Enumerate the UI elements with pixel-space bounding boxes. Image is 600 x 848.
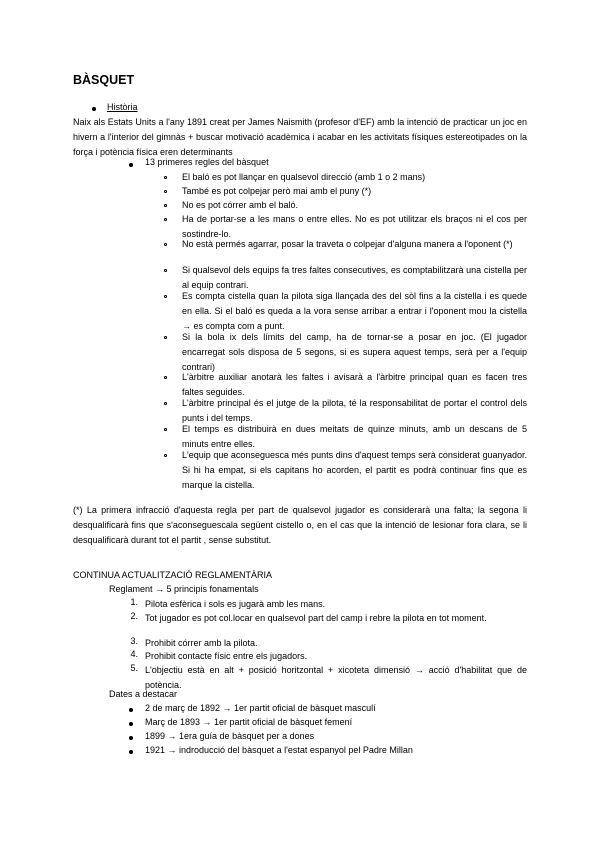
reglament-label: Reglament → 5 principis fonamentals (109, 584, 259, 594)
section-heading: CONTINUA ACTUALITZACIÓ REGLAMENTÀRIA (73, 570, 273, 580)
bullet-dot (92, 107, 96, 111)
principi-item: L'objectiu està en alt + posició horitzontal + xicoteta dimensió → acció d'habilitat que de potència. (145, 665, 527, 690)
rule-item: L'àrbitre principal és el jutge de la pilota, té la responsabilitat de portar el control dels punts i del temps. (182, 398, 527, 423)
rule-item: No es pot córrer amb el baló. (182, 200, 299, 210)
bullet-dot (129, 750, 133, 754)
date-item: 1921 → indroducció del bàsquet a l'estat espanyol pel Padre Millan (145, 745, 413, 755)
bullet-circle (164, 376, 167, 379)
rule-item: El temps es distribuirà en dues meitats de quinze minuts, amb un descans de 5 minuts entre elles. (182, 424, 527, 449)
bullet-circle (164, 176, 167, 179)
rule-item: També es pot colpejar però mai amb el puny (*) (182, 186, 372, 196)
bullet-circle (164, 454, 167, 457)
page-title: BÀSQUET (73, 73, 135, 87)
list-number: 1. (130, 597, 138, 607)
rule-item: Si qualsevol dels equips fa tres faltes consecutives, es comptabilitzarà una cistella per al equip contrari. (182, 265, 527, 290)
dates-label: Dates a destacar (109, 689, 178, 699)
bullet-circle (164, 218, 167, 221)
bullet-circle (164, 190, 167, 193)
footnote: (*) La primera infracció d'aquesta regla per part de qualsevol jugador es considerarà una falta; la segona li desqualificarà fins que s'aconseguescala següent cistello o, en el cas que la intenció de lesionar fora clara, se li desqualificarà durant tot el partit , sense substitut. (73, 505, 527, 545)
bullet-circle (164, 428, 167, 431)
rule-item: Es compta cistella quan la pilota siga llançada des del sòl fins a la cistella i es quede en ella. Si el baló es queda a la vora sense arribar a entrar i l'oponent mou la cistella → es compta com a punt. (182, 291, 527, 331)
principi-item: Prohibit contacte físic entre els jugadors. (145, 651, 308, 661)
bullet-circle (164, 336, 167, 339)
principi-item: Pilota esfèrica i sols es jugarà amb les mans. (145, 599, 326, 609)
rule-item: L'àrbitre auxiliar anotarà les faltes i avisarà a l'àrbitre principal quan es facen tres faltes seguides. (182, 372, 527, 397)
historia-link[interactable]: Història (107, 102, 138, 112)
rule-item: Ha de portar-se a les mans o entre elles. No es pot utilitzar els braços ni el cos per sostindre-lo. (182, 214, 527, 239)
rule-item: L'equip que aconseguesca més punts dins d'aquest temps serà considerat guanyador. Si hi ha empat, si els capitans ho acorden, el partit es podrà continuar fins que es marque la cistella. (182, 450, 527, 490)
historia-intro: Naix als Estats Units a l'any 1891 creat per James Naismith (profesor d'EF) amb la intenció de practicar un joc en hivern a l'interior del gimnàs + buscar motivació acadèmica i acabar en les activitats físiques estereotipades on la força i potència física eren determinants (73, 117, 527, 157)
list-number: 5. (130, 663, 138, 673)
list-number: 3. (130, 636, 138, 646)
principi-item: Prohibit córrer amb la pilota. (145, 638, 258, 648)
bullet-dot (129, 163, 133, 167)
principi-item: Tot jugador es pot col.locar en qualsevol part del camp i rebre la pilota en tot moment. (145, 613, 487, 623)
bullet-circle (164, 402, 167, 405)
bullet-circle (164, 269, 167, 272)
bullet-dot (129, 736, 133, 740)
date-item: 1899 → 1era guía de bàsquet per a dones (145, 731, 315, 741)
bullet-dot (129, 722, 133, 726)
list-number: 4. (130, 649, 138, 659)
bullet-circle (164, 243, 167, 246)
bullet-dot (129, 708, 133, 712)
bullet-circle (164, 204, 167, 207)
rule-item: El baló es pot llançar en qualsevol direcció (amb 1 o 2 mans) (182, 172, 426, 182)
rules-heading: 13 primeres regles del bàsquet (145, 157, 269, 167)
date-item: Març de 1893 → 1er partit oficial de bàsquet femení (145, 717, 353, 727)
list-number: 2. (130, 611, 138, 621)
bullet-circle (164, 295, 167, 298)
date-item: 2 de març de 1892 → 1er partit oficial de bàsquet masculí (145, 703, 376, 713)
rule-item: Si la bola ix dels límits del camp, ha de tornar-se a posar en joc. (El jugador encarregat sols disposa de 5 segons, si es supera aquest temps, serà per a l'equip contrari) (182, 332, 527, 372)
rule-item: No està permés agarrar, posar la traveta o colpejar d'alguna manera a l'oponent (*) (182, 239, 513, 249)
